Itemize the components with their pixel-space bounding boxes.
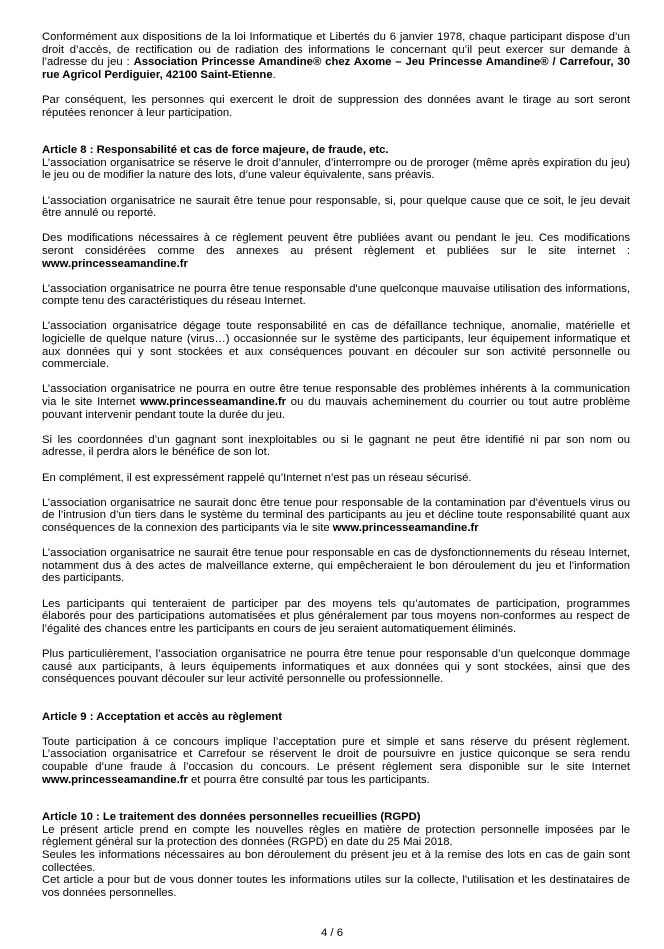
article-9-title: Article 9 : Acceptation et accès au règlement [42, 710, 283, 723]
article-10-paragraph-1: Le présent article prend en compte les nouvelles règles en matière de protection personnelle imposées par le règlement général sur la protection des données (RGPD) en date du 25 Mai 2018. [42, 823, 630, 849]
page-number: 4 / 6 [321, 927, 343, 939]
website-link[interactable]: www.princesseamandine.fr [332, 521, 479, 534]
website-link[interactable]: www.princesseamandine.fr [140, 396, 287, 409]
article-8-paragraph-3: Des modifications nécessaires à ce règlement peuvent être publiées avant ou pendant le jeu. Ces modifications seront considérées comme des annexes au présent règlement et publiées sur le site internet : www.princesseamandine.fr [42, 232, 630, 270]
article-8-paragraph-8: En complément, il est expressément rappelé qu’Internet n’est pas un réseau sécurisé. [42, 471, 472, 484]
article-10-title: Article 10 : Le traitement des données personnelles recueillies (RGPD) [42, 811, 421, 824]
article-10-paragraph-3: Cet article a pour but de vous donner toutes les informations utiles sur la collecte, l'utilisation et les destinataires de vos données personnelles. [42, 874, 630, 899]
article-8-paragraph-4: L’association organisatrice ne pourra être tenue responsable d'une quelconque mauvaise utilisation des informations, compte tenu des caractéristiques du réseau Internet. [42, 282, 630, 308]
website-link[interactable]: www.princesseamandine.fr [42, 257, 188, 270]
article-8-paragraph-2: L’association organisatrice ne saurait être tenue pour responsable, si, pour quelque cause que ce soit, le jeu devait être annulé ou reporté. [42, 194, 630, 220]
article-8-paragraph-10: L’association organisatrice ne saurait être tenue pour responsable en cas de dysfonctionnements du réseau Internet, notamment dus à des actes de malveillance externe, qui empêcheraient le bon déroulement du jeu et l’information des participants. [42, 547, 630, 585]
article-8-paragraph-1: L’association organisatrice se réserve le droit d’annuler, d’interrompre ou de proroger (même après expiration du jeu) le jeu ou de modifier la nature des lots, d’une valeur équivalente, sans préavis. [42, 156, 630, 182]
article-8-paragraph-9: L’association organisatrice ne saurait donc être tenue pour responsable de la contamination par d’éventuels virus ou de l’intrusion d’un tiers dans le système du terminal des participants au jeu et décline toute responsabilité quant aux conséquences de la connexion des participants via le site www.princesseamandine.fr [42, 496, 630, 534]
article-8-paragraph-11: Les participants qui tenteraient de participer par des moyens tels qu’automates de participation, programmes élaborés pour des participations automatisées et plus généralement par tous moyens non-conformes au respect de l’égalité des chances entre les participants en cours de jeu seraient automatiquement éliminés. [42, 597, 630, 635]
article-8-paragraph-5: L’association organisatrice dégage toute responsabilité en cas de défaillance technique, anomalie, matérielle et logicielle de quelque nature (virus…) occasionnée sur le système des participants, leur équipement informatique et aux données qui y sont stockées et aux conséquences pouvant en découler sur son activité personnelle ou commerciale. [42, 320, 630, 371]
postal-address: Association Princesse Amandine® chez Axome – Jeu Princesse Amandine® / Carrefour, 30 rue Agricol Perdiguier, 42100 Saint-Etienne [42, 56, 630, 81]
paragraph-data-rights: Conformément aux dispositions de la loi Informatique et Libertés du 6 janvier 1978, chaque participant dispose d’un droit d’accès, de rectification ou de radiation des informations le concernant qu’il peut exercer sur demande à l’adresse du jeu : Association Princesse Amandine® chez Axome – Jeu Princesse Amandine® / Carrefour, 30 rue Agricol Perdiguier, 42100 Saint-Etienne. [42, 31, 630, 81]
website-link[interactable]: www.princesseamandine.fr [42, 773, 188, 786]
article-8-paragraph-7: Si les coordonnées d’un gagnant sont inexploitables ou si le gagnant ne peut être identifié ni par son nom ou adresse, il perdra alors le bénéfice de son lot. [42, 433, 630, 459]
article-8-title: Article 8 : Responsabilité et cas de force majeure, de fraude, etc. [42, 144, 389, 157]
article-8-paragraph-12: Plus particulièrement, l’association organisatrice ne pourra être tenue pour responsable d’un quelconque dommage causé aux participants, à leurs équipements informatiques et aux données qui y sont stockées, ainsi que des conséquences pouvant découler sur leur activité personnelle ou professionnelle. [42, 647, 630, 686]
paragraph-suppression: Par conséquent, les personnes qui exercent le droit de suppression des données avant le tirage au sort seront réputées renoncer à leur participation. [42, 93, 630, 119]
article-8-paragraph-6: L’association organisatrice ne pourra en outre être tenue responsable des problèmes inhérents à la communication via le site Internet www.princesseamandine.fr ou du mauvais acheminement du courrier ou tout autre problème pouvant intervenir pendant toute la durée du jeu. [42, 383, 630, 421]
article-9-paragraph-1: Toute participation à ce concours implique l’acceptation pure et simple et sans réserve du présent règlement. L’association organisatrice et Carrefour se réservent le droit de poursuivre en justice quiconque se sera rendu coupable d’une fraude à l’occasion du concours. Le présent règlement sera disponible sur le site Internet www.princesseamandine.fr et pourra être consulté par tous les participants. [42, 735, 630, 786]
article-10-paragraph-2: Seules les informations nécessaires au bon déroulement du présent jeu et à la remise des lots en cas de gain sont collectées. [42, 849, 630, 874]
document-page [42, 0, 630, 899]
